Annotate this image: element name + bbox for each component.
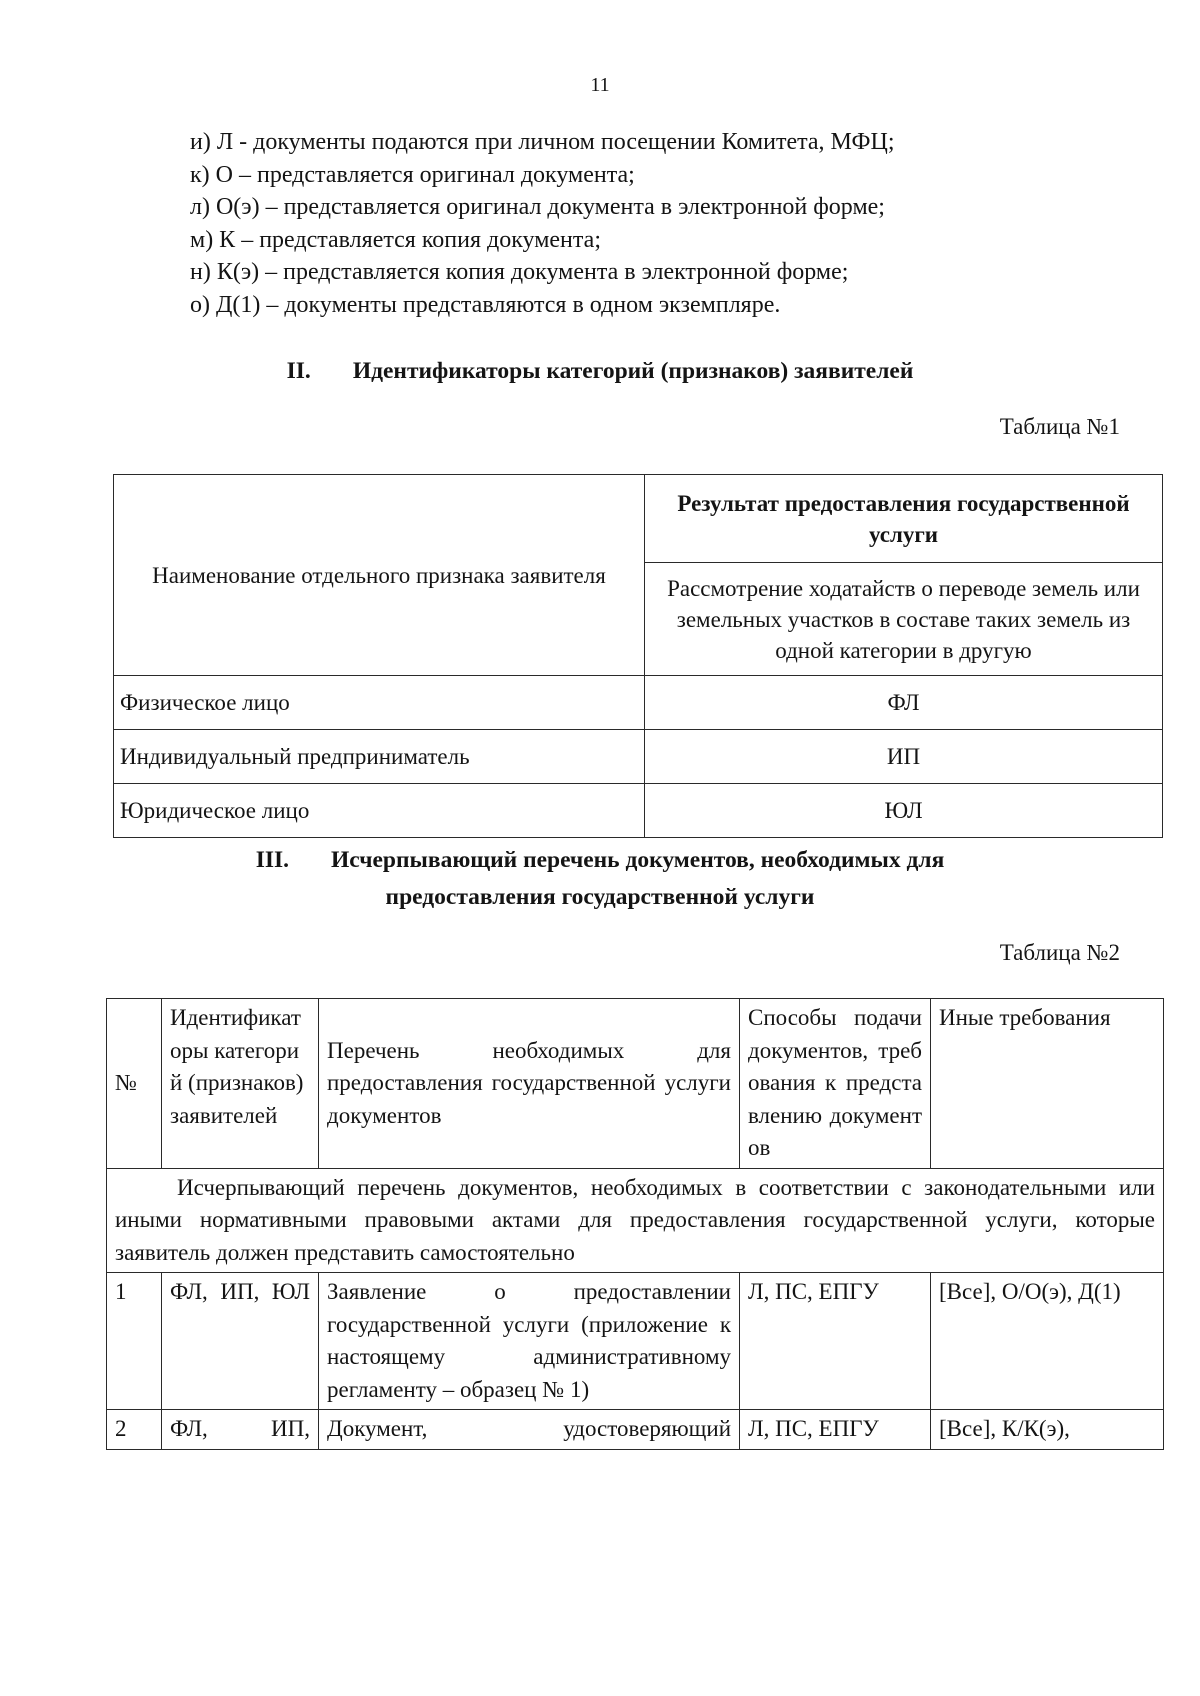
- table-2-documents: [106, 998, 1164, 1450]
- table-2-header-ways: Способы подачи документов, требования к представлению документов: [740, 999, 931, 1169]
- table-1-header-result: Результат предоставления государственной услуги: [645, 475, 1163, 563]
- table-cell: Заявление о предоставлении государственной услуги (приложение к настоящему административному регламенту – образец № 1): [319, 1273, 740, 1410]
- table-2-span-text: Исчерпывающий перечень документов, необходимых в соответствии с законодательными или иными нормативными правовыми актами для предоставления государственной услуги, которые заявитель должен представить самостоятельно: [115, 1174, 1155, 1265]
- table-span-row: [107, 1168, 1164, 1273]
- table-2-header-list: Перечень необходимых для предоставления государственной услуги документов: [319, 999, 740, 1169]
- page-number: 11: [590, 74, 610, 96]
- legend-item: и) Л - документы подаются при личном посещении Комитета, МФЦ;: [190, 129, 895, 155]
- table-header-row: [107, 999, 1164, 1169]
- table-1-caption: Таблица №1: [999, 414, 1120, 439]
- table-2-header-number: №: [107, 999, 162, 1169]
- table-cell: ФЛ, ИП, ЮЛ: [162, 1273, 319, 1410]
- table-2-caption: Таблица №2: [999, 940, 1120, 965]
- section-2-title: Идентификаторы категорий (признаков) заявителей: [352, 358, 914, 384]
- table-1-applicant-categories: [113, 474, 1163, 838]
- legend-item: л) О(э) – представляется оригинал документа в электронной форме;: [190, 194, 885, 220]
- table-cell: [Все], О/О(э), Д(1): [931, 1273, 1164, 1410]
- table-1-header-service: Рассмотрение ходатайств о переводе земель или земельных участков в составе таких земель из одной категории в другую: [645, 563, 1163, 676]
- table-cell: Физическое лицо: [114, 676, 645, 730]
- table-cell: Л, ПС, ЕПГУ: [740, 1273, 931, 1410]
- section-3-number: III.: [255, 847, 289, 873]
- table-cell: ФЛ, ИП,: [162, 1410, 319, 1450]
- table-cell: ФЛ: [645, 676, 1163, 730]
- table-2-header-ids: Идентификаторы категорий (признаков) заявителей: [162, 999, 319, 1169]
- table-cell: 1: [107, 1273, 162, 1410]
- table-cell: [Все], К/К(э),: [931, 1410, 1164, 1450]
- table-cell: ИП: [645, 730, 1163, 784]
- table-cell: Документ, удостоверяющий: [319, 1410, 740, 1450]
- section-3-title-line-1: Исчерпывающий перечень документов, необходимых для: [331, 847, 945, 873]
- abbreviation-legend: [190, 126, 895, 321]
- table-row: [107, 1410, 1164, 1450]
- table-2-header-other: Иные требования: [931, 999, 1164, 1169]
- legend-item: м) К – представляется копия документа;: [190, 226, 601, 253]
- section-3-heading: [0, 847, 1200, 874]
- table-cell: ЮЛ: [645, 784, 1163, 838]
- table-row: [114, 784, 1163, 838]
- section-2-number: II.: [286, 358, 311, 384]
- legend-item: к) О – представляется оригинал документа;: [190, 161, 635, 188]
- table-row: [107, 1273, 1164, 1410]
- legend-item: н) К(э) – представляется копия документа в электронной форме;: [190, 259, 849, 285]
- legend-item: о) Д(1) – документы представляются в одном экземпляре.: [190, 291, 781, 318]
- table-cell: Индивидуальный предприниматель: [114, 730, 645, 784]
- table-cell: Юридическое лицо: [114, 784, 645, 838]
- table-row: [114, 676, 1163, 730]
- table-cell: 2: [107, 1410, 162, 1450]
- table-row: [114, 730, 1163, 784]
- table-1-header-name: Наименование отдельного признака заявителя: [114, 475, 645, 676]
- section-3-heading-line-2: предоставления государственной услуги: [385, 884, 815, 910]
- table-cell: Л, ПС, ЕПГУ: [740, 1410, 931, 1450]
- section-2-heading: [0, 358, 1200, 385]
